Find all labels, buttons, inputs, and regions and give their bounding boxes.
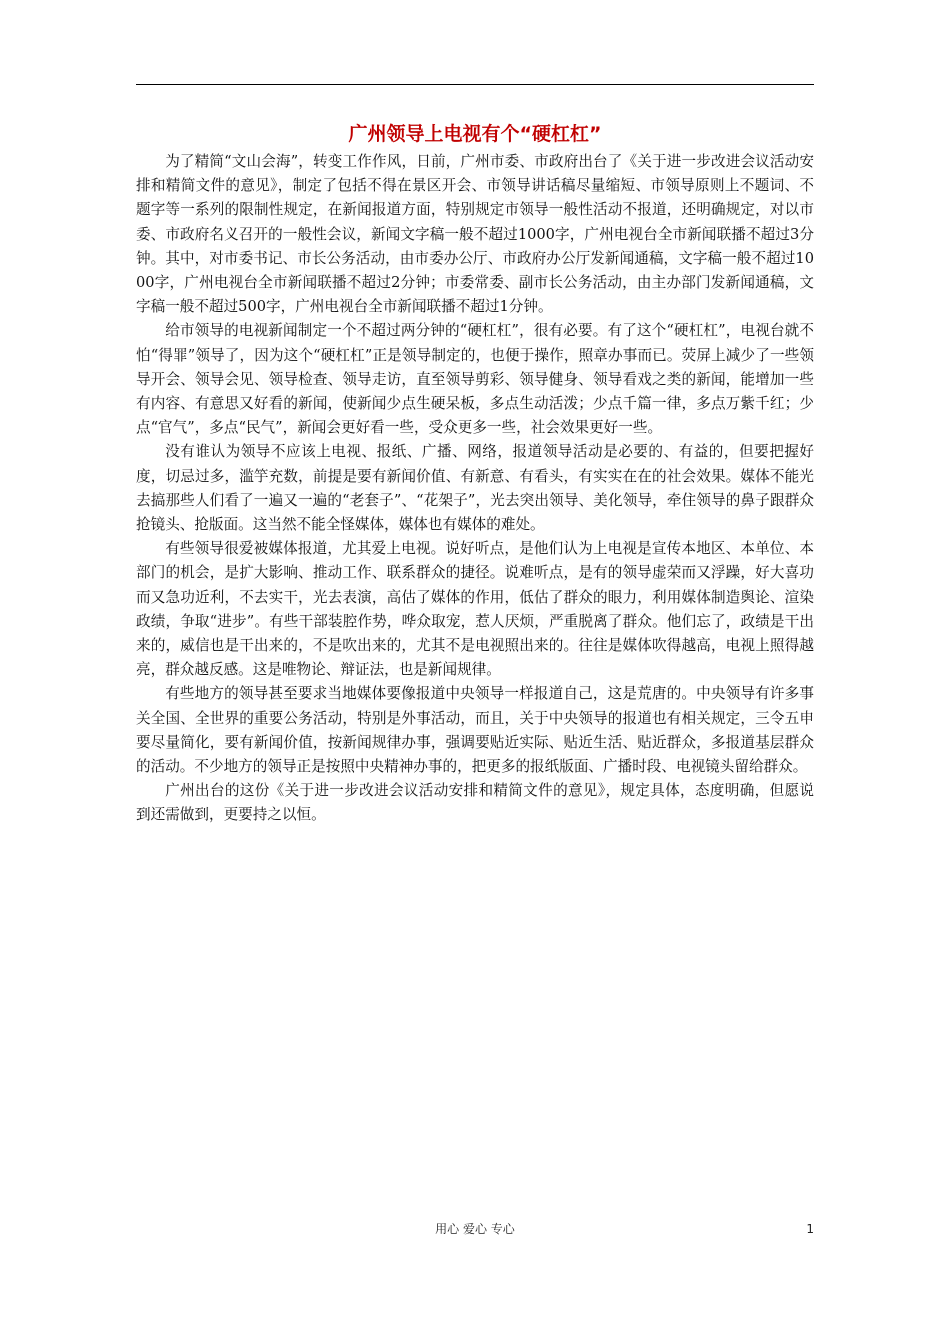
paragraph-1: 为了精简“文山会海”，转变工作作风，日前，广州市委、市政府出台了《关于进一步改进会议活动安排和精简文件的意见》，制定了包括不得在景区开会、市领导讲话稿尽量缩短、市领导原则上不题词、不题字等一系列的限制性规定，在新闻报道方面，特别规定市领导一般性活动不报道，还明确规定，对以市委、市政府名义召开的一般性会议，新闻文字稿一般不超过1000字，广州电视台全市新闻联播不超过3分钟。其中，对市委书记、市长公务活动，由市委办公厅、市政府办公厅发新闻通稿，文字稿一般不超过1000字，广州电视台全市新闻联播不超过2分钟；市委常委、副市长公务活动，由主办部门发新闻通稿，文字稿一般不超过500字，广州电视台全市新闻联播不超过1分钟。 [136,153,814,316]
article-title: 广州领导上电视有个“硬杠杠” [348,123,602,145]
page-number: 1 [806,1222,814,1236]
paragraph-2: 给市领导的电视新闻制定一个不超过两分钟的“硬杠杠”，很有必要。有了这个“硬杠杠”，电视台就不怕“得罪”领导了，因为这个“硬杠杠”正是领导制定的，也便于操作，照章办事而已。荧屏上减少了一些领导开会、领导会见、领导检查、领导走访，直至领导剪彩、领导健身、领导看戏之类的新闻，能增加一些有内容、有意思又好看的新闻，使新闻少点生硬呆板，多点生动活泼；少点千篇一律，多点万紫千红；少点“官气”，多点“民气”，新闻会更好看一些，受众更多一些，社会效果更好一些。 [136,322,814,437]
paragraph-4: 有些领导很爱被媒体报道，尤其爱上电视。说好听点，是他们认为上电视是宣传本地区、本单位、本部门的机会，是扩大影响、推动工作、联系群众的捷径。说难听点，是有的领导虚荣而又浮躁，好大喜功而又急功近利，不去实干，光去表演，高估了媒体的作用，低估了群众的眼力，利用媒体制造舆论、渲染政绩，争取“进步”。有些干部装腔作势，哗众取宠，惹人厌烦，严重脱离了群众。他们忘了，政绩是干出来的，威信也是干出来的，不是吹出来的，尤其不是电视照出来的。往往是媒体吹得越高，电视上照得越亮，群众越反感。这是唯物论、辩证法，也是新闻规律。 [136,540,814,679]
header-rule [136,84,814,85]
paragraph-5: 有些地方的领导甚至要求当地媒体要像报道中央领导一样报道自己，这是荒唐的。中央领导有许多事关全国、全世界的重要公务活动，特别是外事活动，而且，关于中央领导的报道也有相关规定，三令五申要尽量简化，要有新闻价值，按新闻规律办事，强调要贴近实际、贴近生活、贴近群众，多报道基层群众的活动。不少地方的领导正是按照中央精神办事的，把更多的报纸版面、广播时段、电视镜头留给群众。 [136,685,814,776]
paragraph-6: 广州出台的这份《关于进一步改进会议活动安排和精简文件的意见》，规定具体，态度明确，但愿说到还需做到，更要持之以恒。 [136,782,814,824]
article-body [136,150,814,828]
footer-motto: 用心 爱心 专心 [435,1222,515,1236]
paragraph-3: 没有谁认为领导不应该上电视、报纸、广播、网络，报道领导活动是必要的、有益的，但要把握好度，切忌过多，滥竽充数，前提是要有新闻价值、有新意、有看头，有实实在在的社会效果。媒体不能光去搞那些人们看了一遍又一遍的“老套子”、“花架子”，光去突出领导、美化领导，牵住领导的鼻子跟群众抢镜头、抢版面。这当然不能全怪媒体，媒体也有媒体的难处。 [136,443,814,534]
